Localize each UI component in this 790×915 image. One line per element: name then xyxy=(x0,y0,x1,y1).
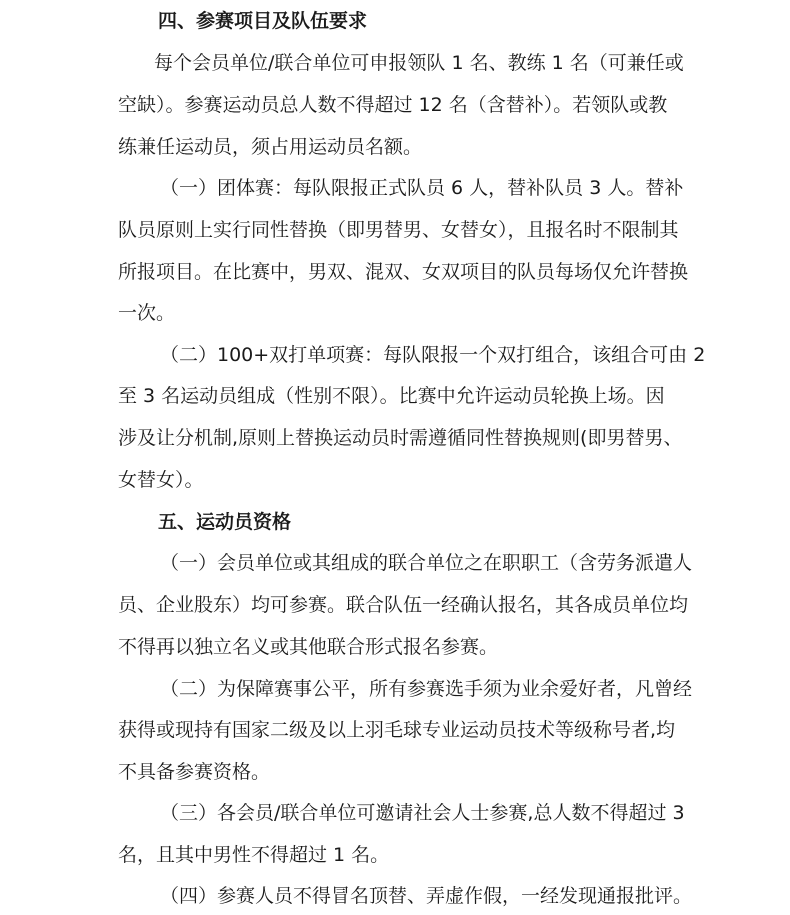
paragraph-line: 涉及让分机制,原则上替换运动员时需遵循同性替换规则(即男替男、 xyxy=(118,427,683,449)
paragraph-line: （二）为保障赛事公平，所有参赛选手须为业余爱好者，凡曾经 xyxy=(160,678,693,700)
paragraph-line: 名，且其中男性不得超过 1 名。 xyxy=(118,844,390,866)
paragraph-line: 空缺）。参赛运动员总人数不得超过 12 名（含替补）。若领队或教 xyxy=(118,94,668,116)
paragraph-line: （二）100+双打单项赛：每队限报一个双打组合，该组合可由 2 xyxy=(160,344,706,366)
paragraph-line: （四）参赛人员不得冒名顶替、弄虚作假，一经发现通报批评。 xyxy=(160,885,693,907)
paragraph-line: 不具备参赛资格。 xyxy=(118,761,271,783)
paragraph-line: 女替女）。 xyxy=(118,469,204,491)
paragraph-line: 不得再以独立名义或其他联合形式报名参赛。 xyxy=(118,636,499,658)
paragraph-line: 员、企业股东）均可参赛。联合队伍一经确认报名，其各成员单位均 xyxy=(118,594,689,616)
paragraph-line: （三）各会员/联合单位可邀请社会人士参赛,总人数不得超过 3 xyxy=(160,802,685,824)
paragraph-line: 至 3 名运动员组成（性别不限）。比赛中允许运动员轮换上场。因 xyxy=(118,385,665,407)
section-heading: 五、运动员资格 xyxy=(158,511,292,533)
paragraph-line: 所报项目。在比赛中，男双、混双、女双项目的队员每场仅允许替换 xyxy=(118,261,689,283)
paragraph-line: （一）会员单位或其组成的联合单位之在职职工（含劳务派遣人 xyxy=(160,552,693,574)
paragraph-line: 练兼任运动员，须占用运动员名额。 xyxy=(118,136,423,158)
paragraph-line: 队员原则上实行同性替换（即男替男、女替女），且报名时不限制其 xyxy=(118,219,679,241)
section-heading: 四、参赛项目及队伍要求 xyxy=(158,10,368,32)
paragraph-line: 一次。 xyxy=(118,302,176,324)
paragraph-line: 每个会员单位/联合单位可申报领队 1 名、教练 1 名（可兼任或 xyxy=(154,52,684,74)
paragraph-line: （一）团体赛：每队限报正式队员 6 人，替补队员 3 人。替补 xyxy=(160,177,684,199)
paragraph-line: 获得或现持有国家二级及以上羽毛球专业运动员技术等级称号者,均 xyxy=(118,719,676,741)
